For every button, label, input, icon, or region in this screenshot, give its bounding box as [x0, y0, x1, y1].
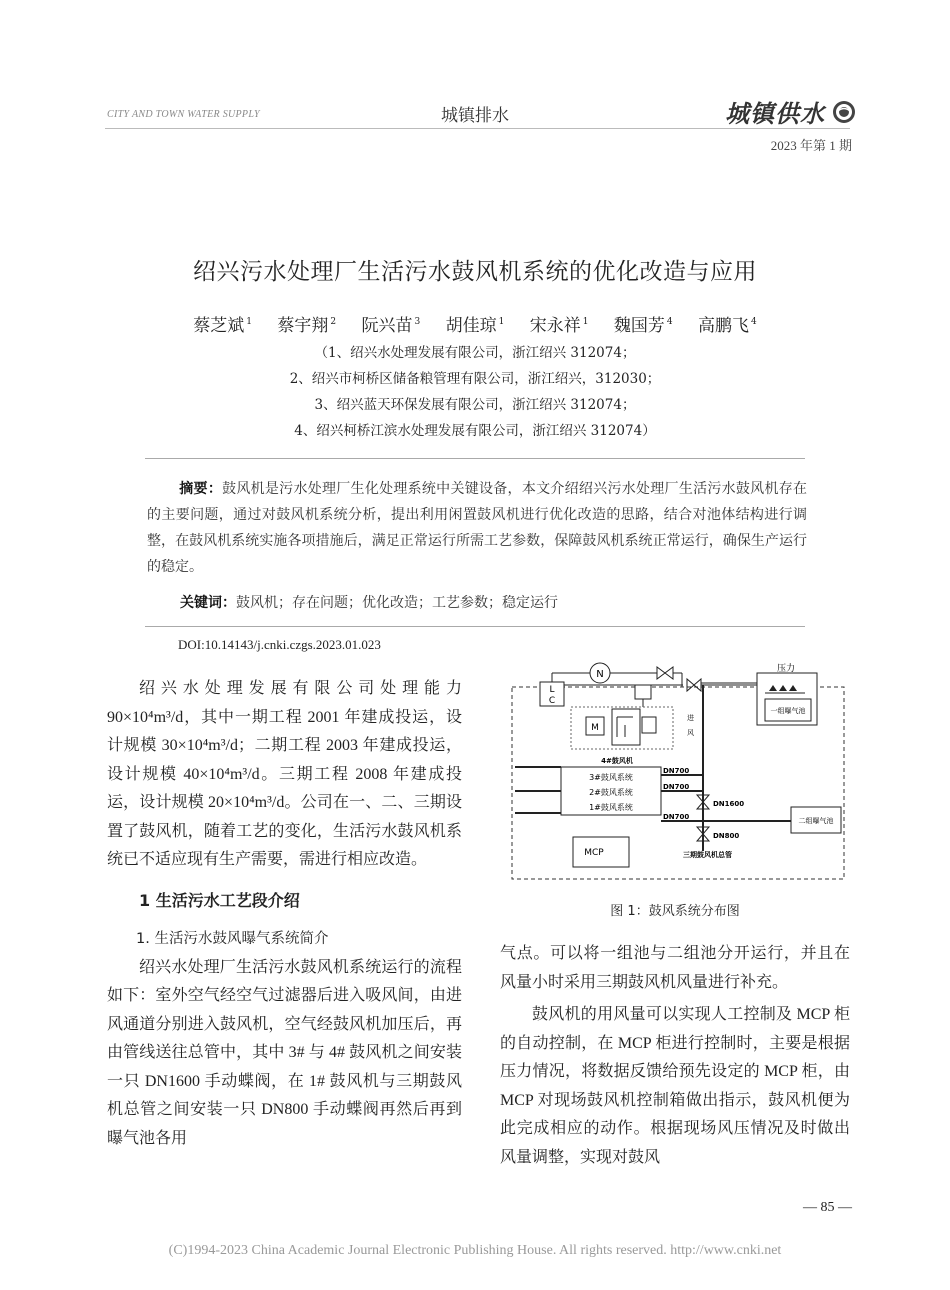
abstract — [147, 476, 807, 580]
blower1-label: 1#鼓风系统 — [589, 803, 633, 812]
header-rule — [105, 128, 850, 129]
subsection-heading: 1. 生活污水鼓风曝气系统简介 — [136, 931, 329, 947]
pool2-label: 二组曝气池 — [798, 817, 834, 825]
inlet-label-2: 风 — [687, 729, 694, 737]
author: 宋永祥 $^1$ — [529, 316, 589, 336]
right-column — [500, 940, 850, 1172]
blower2-label: 2#鼓风系统 — [589, 788, 633, 797]
inlet-label-1: 进 — [687, 714, 694, 722]
abstract-label: 摘要： — [179, 481, 223, 497]
motor-m-label: M — [591, 723, 599, 733]
figure-caption: 图 1：鼓风系统分布图 — [610, 904, 740, 919]
affiliation-2: 2、绍兴市柯桥区储备粮管理有限公司，浙江绍兴，312030； — [289, 371, 661, 387]
pool1-label: 一组曝气池 — [770, 707, 806, 715]
page-number: — 85 — — [803, 1200, 852, 1215]
affiliation-3: 3、绍兴蓝天环保发展有限公司，浙江绍兴 312074； — [314, 397, 636, 413]
mcp-label: MCP — [584, 848, 604, 858]
doi: DOI:10.14143/j.cnki.czgs.2023.01.023 — [178, 637, 381, 652]
author: 高鹏飞 $^4$ — [698, 316, 757, 336]
journal-english-name: CITY AND TOWN WATER SUPPLY — [107, 109, 260, 120]
abstract-text: 鼓风机是污水处理厂生化处理系统中关键设备，本文介绍绍兴污水处理厂生活污水鼓风机存在的主要问题，通过对鼓风机系统分析，提出利用闲置鼓风机进行优化改造的思路，结合对池体结构进行调整，在鼓风机系统实施各项措施后，满足正常运行所需工艺参数，保障鼓风机系统正常运行，确保生产运行的稳定。 — [147, 481, 808, 575]
keywords — [180, 592, 558, 612]
author: 魏国芳 $^4$ — [613, 316, 673, 336]
motor-label: N — [596, 669, 604, 680]
dn1600-label: DN1600 — [713, 800, 745, 808]
blower3-label: 3#鼓风系统 — [589, 773, 633, 782]
lc-l-label: L — [549, 685, 555, 695]
affiliation-4: 4、绍兴柯桥江滨水处理发展有限公司，浙江绍兴 312074） — [294, 423, 656, 439]
pressure-label: 压力 — [777, 664, 796, 674]
process-paragraph: 绍兴水处理厂生活污水鼓风机系统运行的流程如下：室外空气经空气过滤器后进入吸风间，由进风通道分别进入鼓风机，空气经鼓风机加压后，再由管线送往总管中，其中 3# 与 4# 鼓风机之间安装一只 DN1600 手动蝶阀，在 1# 鼓风机与三期鼓风机总管之间安装一只 DN800 手动蝶阀再然后再到曝气池各用 — [107, 958, 462, 1147]
blower4-label: 4#鼓风机 — [601, 757, 633, 765]
author: 胡佳琼 $^1$ — [445, 316, 505, 336]
keywords-label: 关键词： — [180, 595, 236, 611]
abstract-bottom-rule — [145, 626, 805, 627]
copyright-footer: (C)1994-2023 China Academic Journal Electronic Publishing House. All rights reserved. http://www.cnki.net — [168, 1243, 782, 1258]
keywords-text: 鼓风机；存在问题；优化改造；工艺参数；稳定运行 — [236, 595, 558, 611]
journal-logo — [725, 94, 857, 129]
phase3-main-label: 三期鼓风机总管 — [683, 851, 732, 859]
dn800-label: DN800 — [713, 832, 740, 840]
lc-c-label: C — [548, 696, 556, 706]
blower-system-diagram — [507, 655, 849, 885]
author-list — [0, 311, 950, 336]
right-paragraph-2: 鼓风机的用风量可以实现人工控制及 MCP 柜的自动控制，在 MCP 柜进行控制时，主要是根据压力情况，将数据反馈给预先设定的 MCP 柜，由 MCP 对现场鼓风机控制箱做出指示，鼓风机便为此完成相应的动作。根据现场风压情况及时做出风量调整，实现对鼓风 — [500, 1006, 850, 1166]
dn700-label-3: DN700 — [663, 813, 690, 821]
logo-emblem-icon — [831, 99, 857, 125]
author: 蔡宇翔 $^2$ — [277, 316, 337, 336]
affiliation-1: （1、绍兴水处理发展有限公司，浙江绍兴 312074； — [314, 345, 636, 361]
author: 阮兴苗 $^3$ — [361, 316, 421, 336]
section-name: 城镇排水 — [441, 106, 509, 126]
right-paragraph-1: 气点。可以将一组池与二组池分开运行，并且在风量小时采用三期鼓风机风量进行补充。 — [500, 945, 850, 991]
article-title: 绍兴污水处理厂生活污水鼓风机系统的优化改造与应用 — [193, 259, 757, 285]
dn700-label-2: DN700 — [663, 783, 690, 791]
issue-label: 2023 年第 1 期 — [770, 138, 852, 153]
abstract-top-rule — [145, 458, 805, 459]
author: 蔡芝斌 $^1$ — [193, 316, 252, 336]
logo-text: 城镇供水 — [725, 99, 825, 128]
section-heading: 1 生活污水工艺段介绍 — [139, 890, 300, 910]
left-column — [107, 675, 462, 1153]
dn700-label-1: DN700 — [663, 767, 690, 775]
intro-paragraph: 绍兴水处理发展有限公司处理能力 90×10⁴m³/d，其中一期工程 2001 年建成投运，设计规模 30×10⁴m³/d；二期工程 2003 年建成投运，设计规模 40×10⁴m³/d。三期工程 2008 年建成投运，设计规模 20×10⁴m³/d。公司在一、二、三期设置了鼓风机，随着工艺的变化，生活污水鼓风机系统已不适应现有生产需要，需进行相应改造。 — [107, 680, 462, 868]
